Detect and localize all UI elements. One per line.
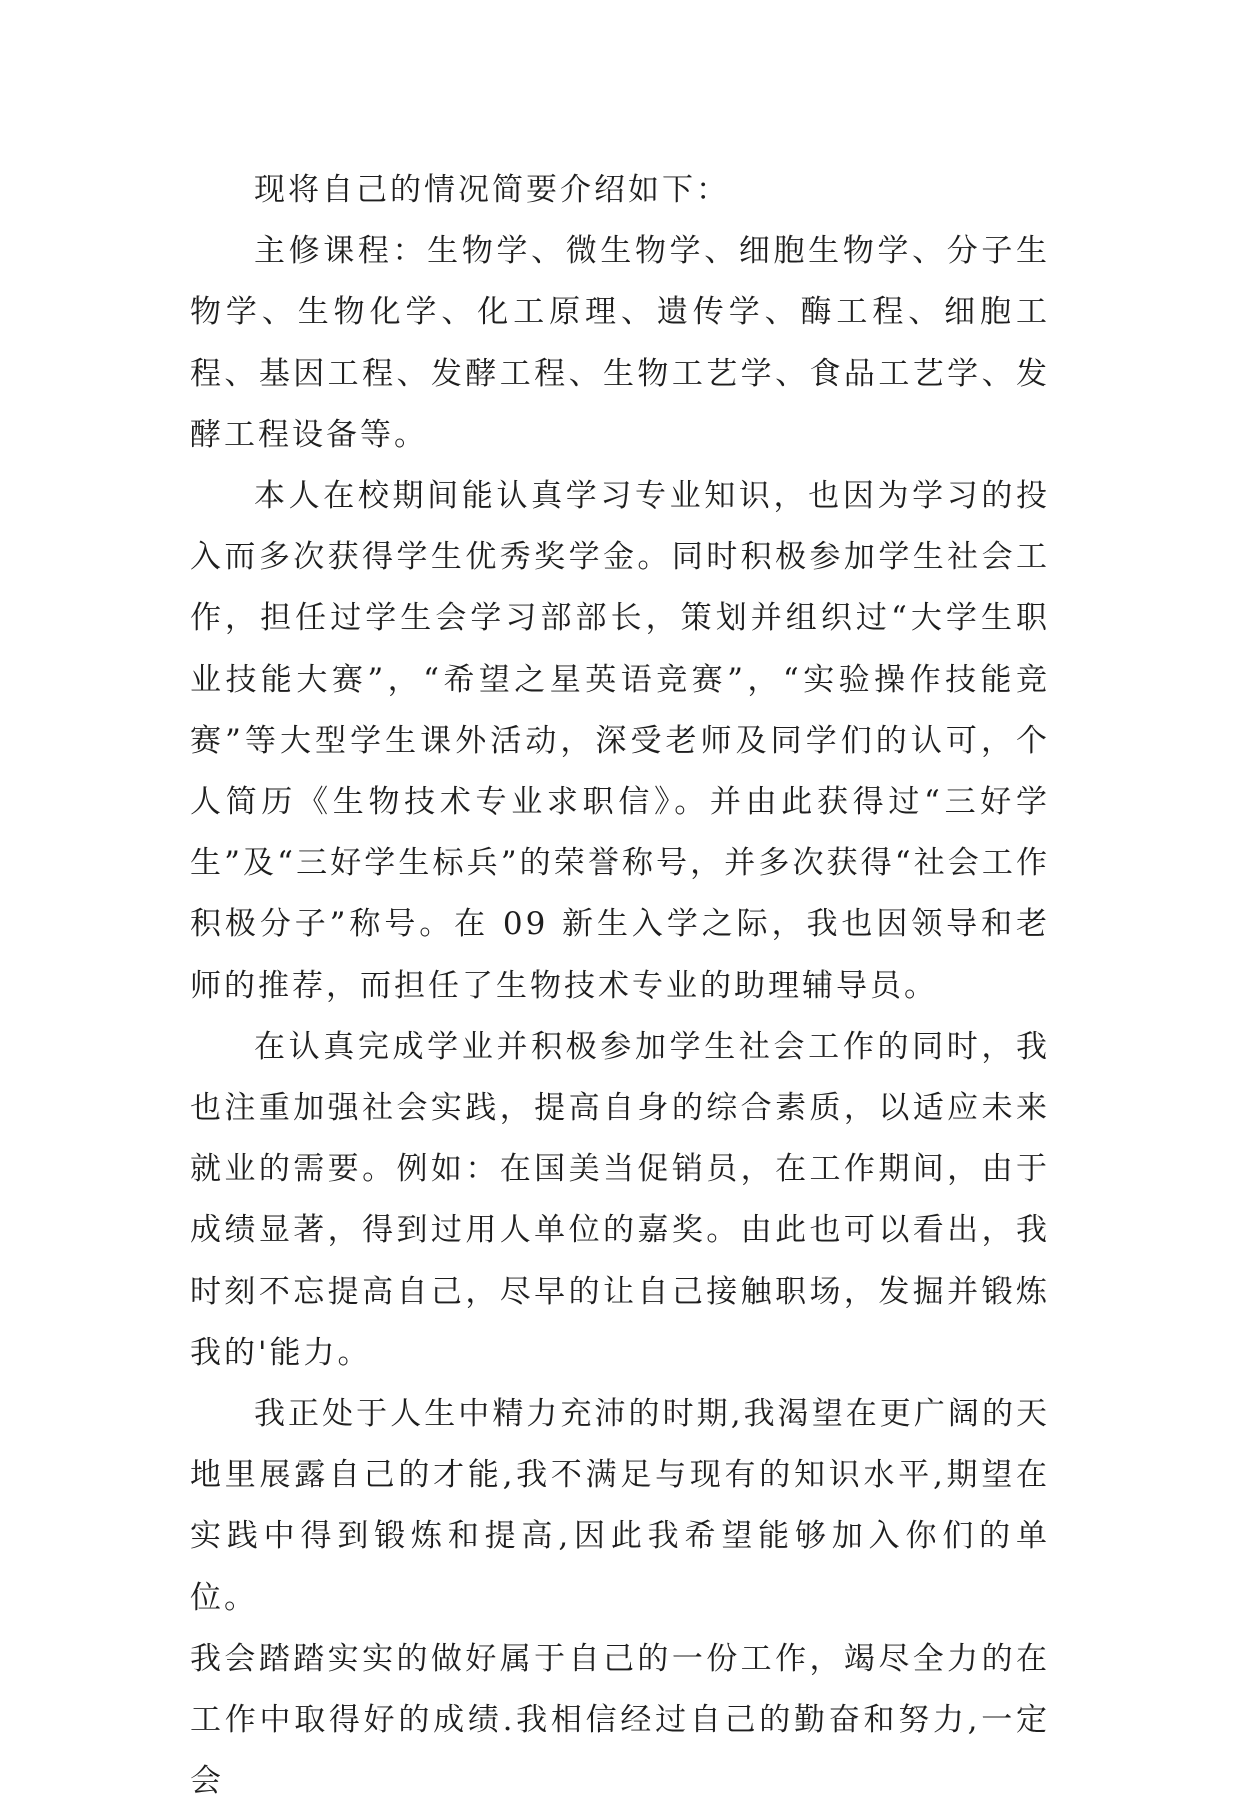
paragraph-intro: 现将自己的情况简要介绍如下：: [254, 172, 730, 208]
paragraph-courses: 主修课程：生物学、微生物学、细胞生物学、分子生物学、生物化学、化工原理、遗传学、酶工程、细胞工程、基因工程、发酵工程、生物工艺学、食品工艺学、发酵工程设备等。: [190, 233, 1050, 453]
paragraph-commitment: 我会踏踏实实的做好属于自己的一份工作，竭尽全力的在工作中取得好的成绩.我相信经过自己的勤奋和努力,一定会: [190, 1640, 1050, 1800]
paragraph-aspiration: 我正处于人生中精力充沛的时期,我渴望在更广阔的天地里展露自己的才能,我不满足与现有的知识水平,期望在实践中得到锻炼和提高,因此我希望能够加入你们的单位。: [190, 1396, 1050, 1616]
letter-body: [190, 160, 1050, 1812]
paragraph-achievements: 本人在校期间能认真学习专业知识，也因为学习的投入而多次获得学生优秀奖学金。同时积极参加学生社会工作，担任过学生会学习部部长，策划并组织过“大学生职业技能大赛”，“希望之星英语竞赛”，“实验操作技能竞赛”等大型学生课外活动，深受老师及同学们的认可，个人简历《生物技术专业求职信》。并由此获得过“三好学生”及“三好学生标兵”的荣誉称号，并多次获得“社会工作积极分子”称号。在 09 新生入学之际，我也因领导和老师的推荐，而担任了生物技术专业的助理辅导员。: [190, 478, 1050, 1004]
paragraph-practice: 在认真完成学业并积极参加学生社会工作的同时，我也注重加强社会实践，提高自身的综合素质，以适应未来就业的需要。例如：在国美当促销员，在工作期间，由于成绩显著，得到过用人单位的嘉奖。由此也可以看出，我时刻不忘提高自己，尽早的让自己接触职场，发掘并锻炼我的'能力。: [190, 1028, 1050, 1371]
